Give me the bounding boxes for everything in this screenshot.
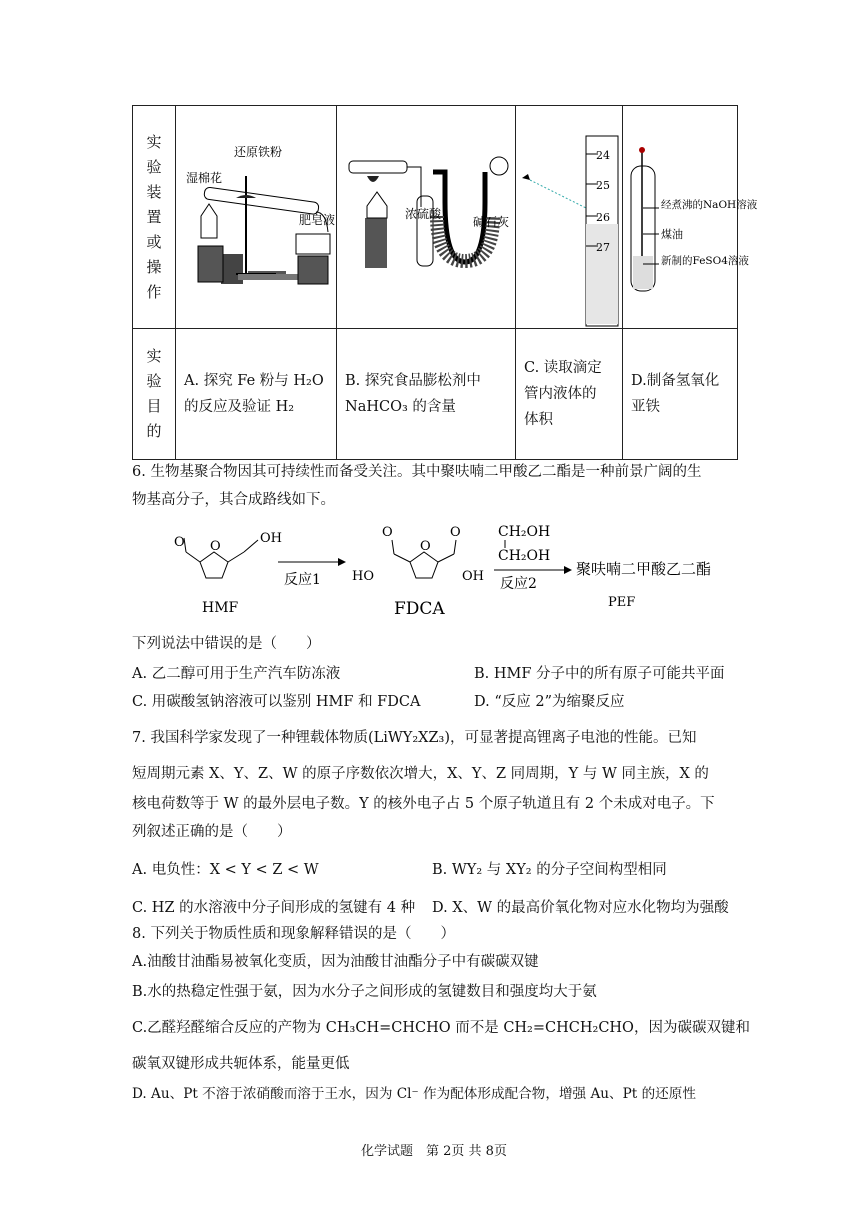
q6-stem-line2: 物基高分子，其合成路线如下。 bbox=[132, 492, 335, 508]
svg-text:还原铁粉: 还原铁粉 bbox=[234, 145, 283, 159]
svg-text:CH₂OH: CH₂OH bbox=[498, 524, 551, 540]
q8-option-b: B.水的热稳定性强于氨，因为水分子之间形成的氢键数目和强度均大于氨 bbox=[132, 984, 597, 1000]
fe-steam-apparatus-figure bbox=[176, 106, 336, 324]
q7-option-b: B. WY₂ 与 XY₂ 的分子空间构型相同 bbox=[432, 862, 667, 878]
pef-synthesis-scheme bbox=[160, 520, 720, 624]
svg-text:反应2: 反应2 bbox=[500, 576, 537, 592]
apparatus-c bbox=[516, 106, 623, 329]
q6-stem-line1: 6. 生物基聚合物因其可持续性而备受关注。其中聚呋喃二甲酸乙二酯是一种前景广阔的生 bbox=[132, 464, 702, 480]
burette-reading-figure bbox=[516, 106, 622, 324]
q7-stem-line4: 列叙述正确的是（ ） bbox=[132, 824, 292, 840]
apparatus-d bbox=[623, 106, 758, 329]
svg-text:OH: OH bbox=[462, 569, 484, 584]
svg-text:CH₂OH: CH₂OH bbox=[498, 548, 551, 564]
q6-option-c: C. 用碳酸氢钠溶液可以鉴别 HMF 和 FDCA bbox=[132, 694, 421, 710]
q7-stem-line2: 短周期元素 X、Y、Z、W 的原子序数依次增大，X、Y、Z 同周期，Y 与 W 同主族，X 的 bbox=[132, 766, 709, 782]
q8-option-a: A.油酸甘油酯易被氧化变质，因为油酸甘油酯分子中有碳碳双键 bbox=[132, 954, 539, 970]
svg-text:PEF: PEF bbox=[608, 595, 636, 610]
goal-c: C. 读取滴定 管内液体的 体积 bbox=[516, 329, 623, 460]
svg-text:反应1: 反应1 bbox=[284, 572, 321, 588]
q7-stem-line3: 核电荷数等于 W 的最外层电子数。Y 的核外电子占 5 个原子轨道且有 2 个未成对电子。下 bbox=[132, 796, 715, 812]
nahco3-apparatus-figure bbox=[337, 106, 515, 324]
q6-option-d: D. “反应 2”为缩聚反应 bbox=[474, 694, 625, 710]
goal-b: B. 探究食品膨松剂中 NaHCO₃ 的含量 bbox=[337, 329, 516, 460]
svg-text:26: 26 bbox=[596, 211, 610, 224]
svg-text:浓硫酸: 浓硫酸 bbox=[405, 207, 442, 221]
svg-text:FDCA: FDCA bbox=[394, 599, 445, 619]
row-header-purpose: 实 验 目 的 bbox=[133, 329, 176, 460]
apparatus-b bbox=[337, 106, 516, 329]
q8-option-d: D. Au、Pt 不溶于浓硝酸而溶于王水，因为 Cl⁻ 作为配体形成配合物，增强 Au、Pt 的还原性 bbox=[132, 1086, 696, 1102]
svg-text:碱石灰: 碱石灰 bbox=[473, 215, 510, 229]
svg-text:湿棉花: 湿棉花 bbox=[186, 171, 223, 185]
q7-option-d: D. X、W 的最高价氧化物对应水化物均为强酸 bbox=[432, 900, 729, 916]
page-footer: 化学试题 第 2页 共 8页 bbox=[361, 1144, 507, 1159]
q8-stem: 8. 下列关于物质性质和现象解释错误的是（ ） bbox=[132, 926, 455, 942]
svg-text:肥皂液: 肥皂液 bbox=[299, 213, 336, 227]
svg-text:聚呋喃二甲酸乙二酯: 聚呋喃二甲酸乙二酯 bbox=[576, 560, 712, 578]
svg-text:O: O bbox=[450, 525, 461, 540]
svg-text:OH: OH bbox=[260, 531, 282, 546]
q6-option-a: A. 乙二醇可用于生产汽车防冻液 bbox=[132, 666, 341, 682]
svg-text:27: 27 bbox=[596, 241, 610, 254]
q7-option-a: A. 电负性：X < Y < Z < W bbox=[132, 862, 319, 878]
q6-option-b: B. HMF 分子中的所有原子可能共平面 bbox=[474, 666, 725, 682]
svg-text:O: O bbox=[174, 535, 185, 550]
svg-text:24: 24 bbox=[596, 149, 610, 162]
svg-text:O: O bbox=[420, 539, 431, 554]
feoh2-apparatus-figure bbox=[623, 106, 758, 324]
svg-text:HO: HO bbox=[352, 569, 374, 584]
svg-text:新制的FeSO4溶液: 新制的FeSO4溶液 bbox=[661, 255, 749, 267]
svg-text:O: O bbox=[210, 539, 221, 554]
svg-text:HMF: HMF bbox=[202, 600, 239, 616]
svg-text:O: O bbox=[382, 525, 393, 540]
svg-text:经煮沸的NaOH溶液: 经煮沸的NaOH溶液 bbox=[661, 199, 758, 211]
q8-option-c-line1: C.乙醛羟醛缩合反应的产物为 CH₃CH=CHCHO 而不是 CH₂=CHCH₂CHO，因为碳碳双键和 bbox=[132, 1020, 750, 1036]
goal-d: D.制备氢氧化 亚铁 bbox=[623, 329, 738, 460]
experiment-table bbox=[132, 105, 758, 460]
apparatus-a bbox=[176, 106, 337, 329]
q8-option-c-line2: 碳氧双键形成共轭体系，能量更低 bbox=[132, 1056, 350, 1072]
q6-ask: 下列说法中错误的是（ ） bbox=[132, 636, 321, 652]
q7-stem-line1: 7. 我国科学家发现了一种锂载体物质(LiWY₂XZ₃)，可显著提高锂离子电池的性能。已知 bbox=[132, 730, 697, 746]
goal-a: A. 探究 Fe 粉与 H₂O 的反应及验证 H₂ bbox=[176, 329, 337, 460]
q7-option-c: C. HZ 的水溶液中分子间形成的氢键有 4 种 bbox=[132, 900, 416, 916]
svg-text:煤油: 煤油 bbox=[661, 228, 683, 241]
row-header-apparatus: 实 验 装 置 或 操 作 bbox=[133, 106, 176, 329]
svg-text:25: 25 bbox=[596, 179, 610, 192]
